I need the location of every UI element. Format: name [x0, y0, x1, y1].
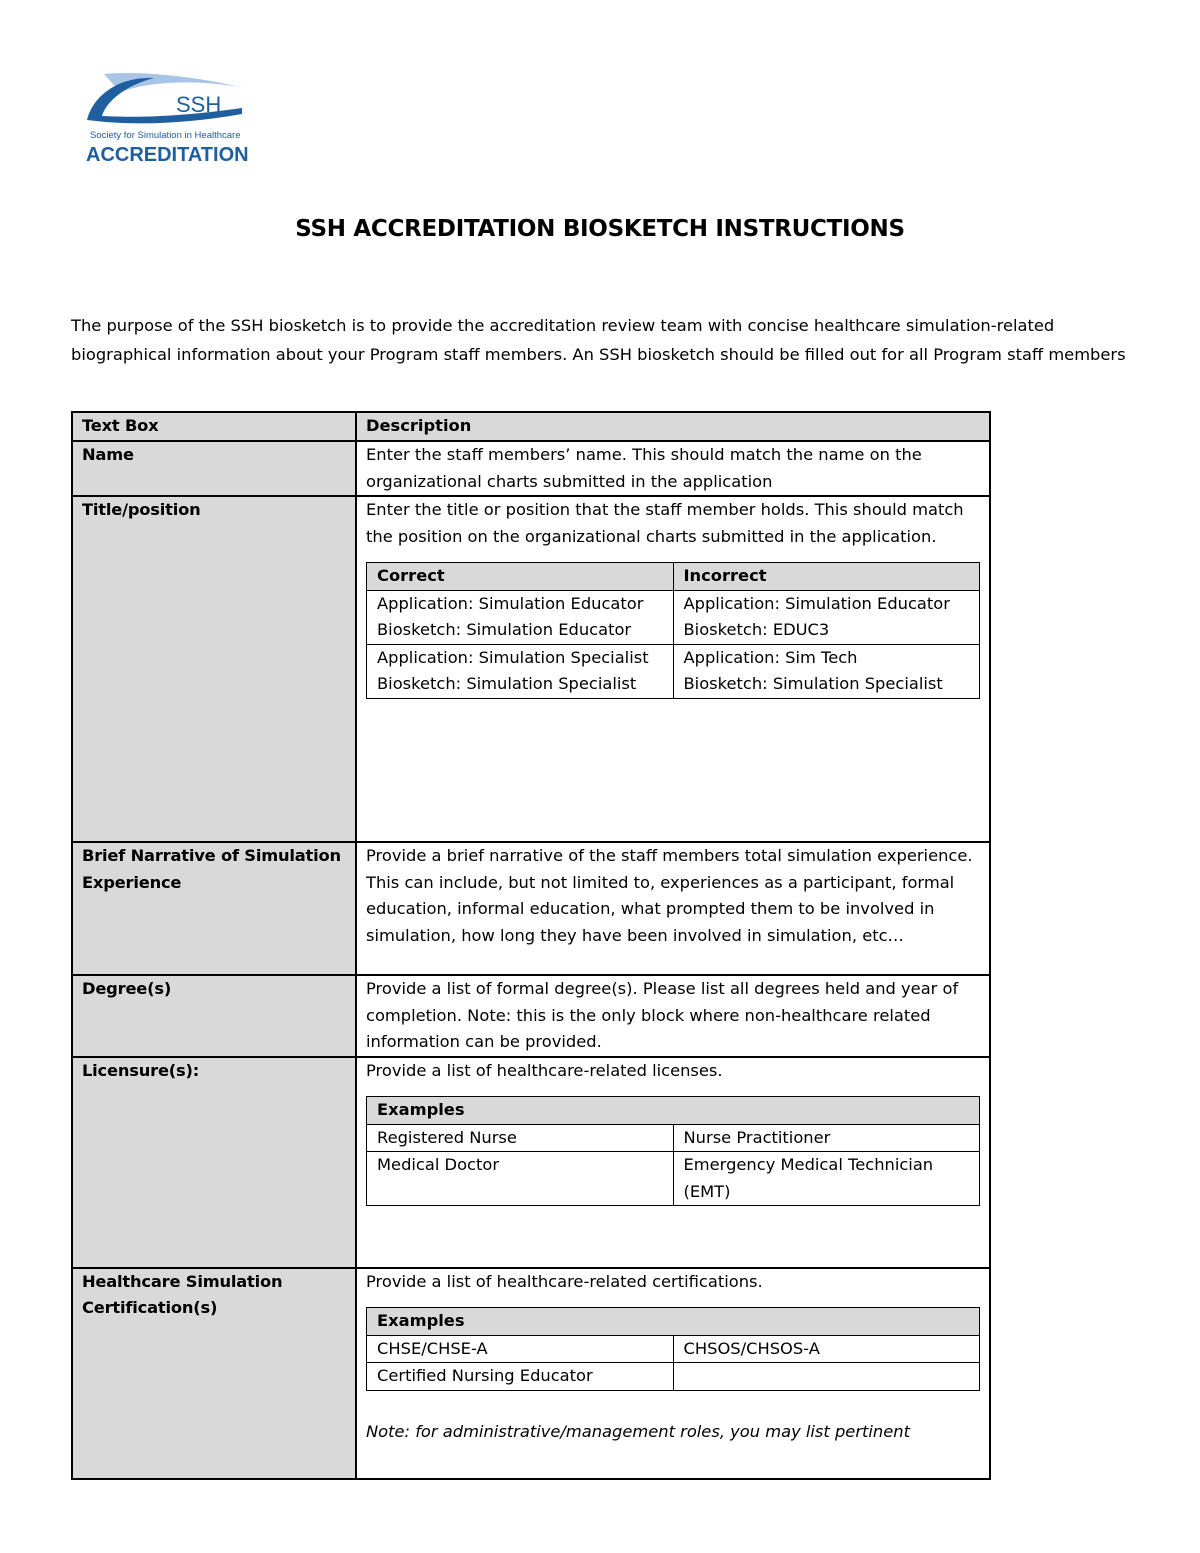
- row-description-cell: [356, 1057, 990, 1268]
- example-cell: Application: Simulation Educator Biosketch: EDUC3: [673, 590, 980, 644]
- row-description: Provide a brief narrative of the staff members total simulation experience. This can include, but not limited to, experiences as a participant, formal education, informal education, what prompted them to be involved in simulation, how long they have been involved in simulation, etc…: [356, 842, 990, 975]
- row-label: Brief Narrative of Simulation Experience: [72, 842, 356, 975]
- example-cell: Application: Simulation Educator Biosketch: Simulation Educator: [367, 590, 674, 644]
- table-row-name: [72, 441, 990, 496]
- example-cell: CHSOS/CHSOS-A: [673, 1335, 980, 1363]
- row-label: Licensure(s):: [72, 1057, 356, 1268]
- incorrect-header: Incorrect: [673, 563, 980, 591]
- correct-header: Correct: [367, 563, 674, 591]
- row-label: Healthcare Simulation Certification(s): [72, 1268, 356, 1479]
- ssh-accreditation-logo: [84, 72, 248, 168]
- example-cell: Application: Simulation Specialist Biosketch: Simulation Specialist: [367, 644, 674, 698]
- table-row-licensure: [72, 1057, 990, 1268]
- example-cell: Nurse Practitioner: [673, 1124, 980, 1152]
- position-examples-table: [366, 562, 980, 699]
- header-text-box: Text Box: [72, 412, 356, 441]
- table-header-row: [72, 412, 990, 441]
- example-cell: [673, 1363, 980, 1391]
- row-description-cell: [356, 496, 990, 842]
- intro-paragraph: The purpose of the SSH biosketch is to provide the accreditation review team with concise healthcare simulation-related biographical information about your Program staff members. An SSH biosketch should be filled out for all Program staff members: [71, 316, 1126, 364]
- row-label: Title/position: [72, 496, 356, 842]
- table-row-narrative: [72, 842, 990, 975]
- svg-text:SSH: SSH: [176, 92, 222, 117]
- table-row-title-position: [72, 496, 990, 842]
- certification-examples-table: [366, 1307, 980, 1391]
- example-cell: Certified Nursing Educator: [367, 1363, 674, 1391]
- examples-header: Examples: [367, 1097, 980, 1125]
- svg-text:Society for Simulation in Heal: Society for Simulation in Healthcare: [90, 130, 241, 141]
- example-cell: Medical Doctor: [367, 1152, 674, 1206]
- example-cell: Emergency Medical Technician (EMT): [673, 1152, 980, 1206]
- ssh-swoosh-logo-icon: [84, 72, 248, 168]
- example-cell: Application: Sim Tech Biosketch: Simulation Specialist: [673, 644, 980, 698]
- page-title: SSH ACCREDITATION BIOSKETCH INSTRUCTIONS: [295, 216, 905, 242]
- row-description: Enter the staff members’ name. This should match the name on the organizational charts submitted in the application: [356, 441, 990, 496]
- example-cell: CHSE/CHSE-A: [367, 1335, 674, 1363]
- row-label: Degree(s): [72, 975, 356, 1057]
- biosketch-instructions-table: [71, 411, 991, 1480]
- row-description: Provide a list of healthcare-related licenses.: [366, 1060, 723, 1080]
- licensure-examples-table: [366, 1096, 980, 1206]
- row-description: Provide a list of formal degree(s). Please list all degrees held and year of completion. Note: this is the only block where non-healthcare related information can be provided.: [356, 975, 990, 1057]
- header-description: Description: [356, 412, 990, 441]
- table-row-certification: [72, 1268, 990, 1479]
- example-cell: Registered Nurse: [367, 1124, 674, 1152]
- svg-text:ACCREDITATION: ACCREDITATION: [86, 144, 248, 166]
- row-description: Enter the title or position that the staff member holds. This should match the position on the organizational charts submitted in the application.: [366, 500, 964, 546]
- certification-note: Note: for administrative/management roles, you may list pertinent: [366, 1421, 910, 1441]
- row-description-cell: [356, 1268, 990, 1479]
- table-row-degrees: [72, 975, 990, 1057]
- row-label: Name: [72, 441, 356, 496]
- examples-header: Examples: [367, 1308, 980, 1336]
- row-description: Provide a list of healthcare-related certifications.: [366, 1271, 763, 1291]
